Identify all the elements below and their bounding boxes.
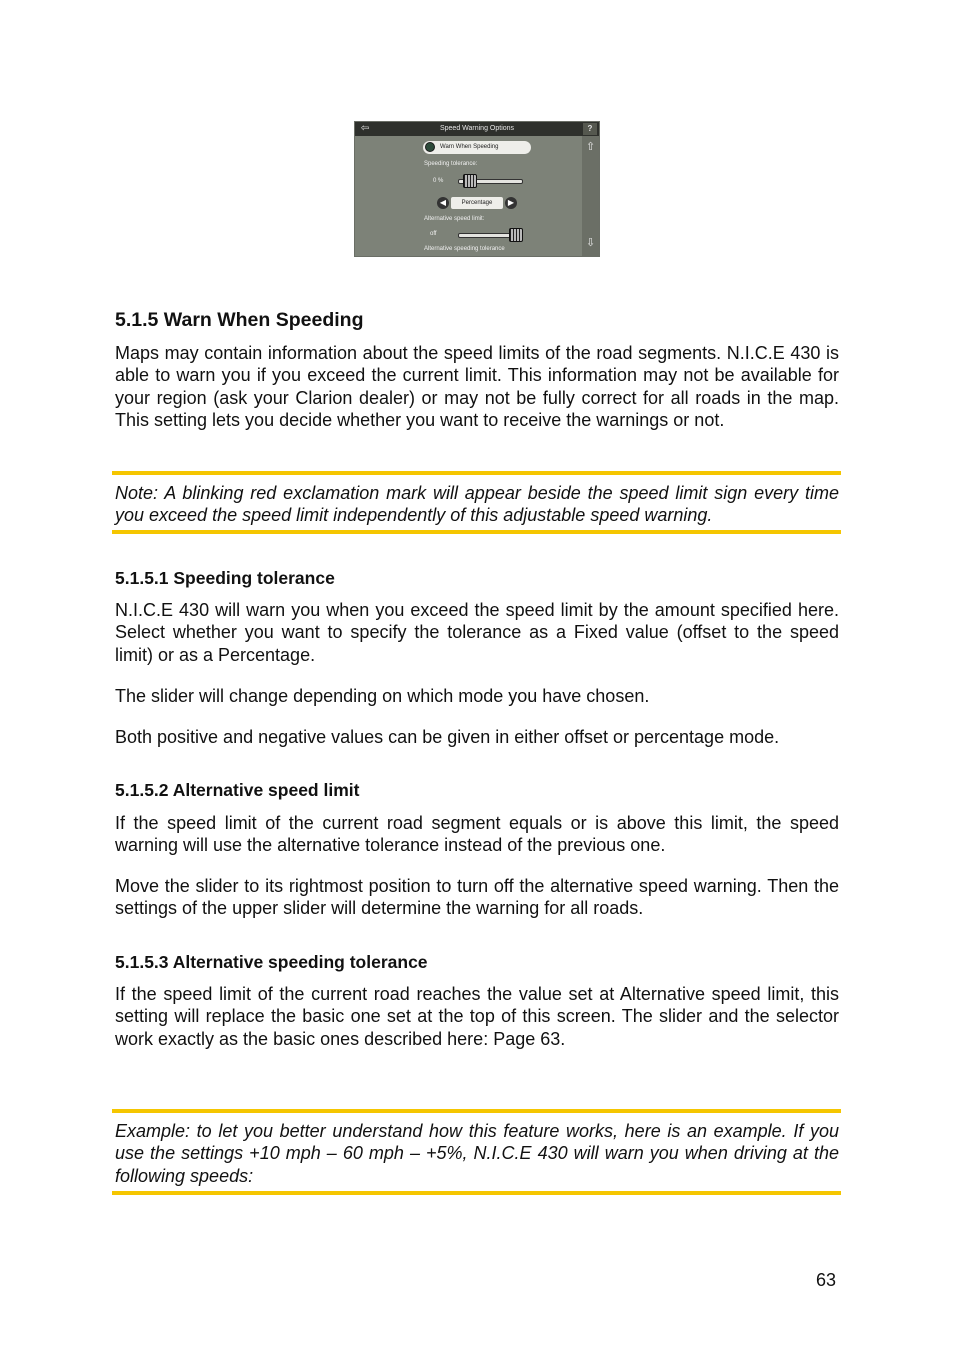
alt-speed-limit-label: Alternative speed limit: xyxy=(424,216,485,222)
toggle-indicator-icon xyxy=(425,142,435,152)
selector-left-arrow-icon[interactable]: ◀ xyxy=(437,197,449,209)
tolerance-value: 0 % xyxy=(433,178,444,184)
alt-speeding-tolerance-p1: If the speed limit of the current road reaches the value set at Alternative speed limit, this setting will replace the basic one set at the top of this screen. The slider and the selector work exactly as the basic ones described here: Page 63. xyxy=(115,984,839,1049)
warn-when-speeding-toggle[interactable] xyxy=(423,141,531,154)
note-top-rule xyxy=(112,471,841,475)
alt-speed-value: off xyxy=(430,231,437,237)
note-bottom-rule xyxy=(112,530,841,534)
back-arrow-icon[interactable]: ⇦ xyxy=(360,123,370,134)
example-bottom-rule xyxy=(112,1191,841,1195)
speeding-tolerance-heading: 5.1.5.1 Speeding tolerance xyxy=(115,568,335,588)
alt-speed-slider-knob[interactable] xyxy=(509,228,523,242)
tolerance-slider-knob[interactable] xyxy=(463,174,477,188)
help-button[interactable]: ? xyxy=(583,123,597,135)
section-intro: Maps may contain information about the speed limits of the road segments. N.I.C.E 430 is able to warn you if you exceed the current limit. This information may not be available for your region (ask your Clarion dealer) or may not be fully correct for all roads in the map. This setting lets you decide whether you want to receive the warnings or not. xyxy=(115,343,839,431)
alt-tolerance-label: Alternative speeding tolerance xyxy=(424,246,505,252)
page-number: 63 xyxy=(816,1270,837,1290)
speeding-tolerance-p2: The slider will change depending on which mode you have chosen. xyxy=(115,686,650,706)
alt-speed-limit-p1: If the speed limit of the current road segment equals or is above this limit, the speed warning will use the alternative tolerance instead of the previous one. xyxy=(115,813,839,856)
selector-right-arrow-icon[interactable]: ▶ xyxy=(505,197,517,209)
speeding-tolerance-p3: Both positive and negative values can be given in either offset or percentage mode. xyxy=(115,727,780,747)
section-heading: 5.1.5 Warn When Speeding xyxy=(115,309,364,331)
example-top-rule xyxy=(112,1109,841,1113)
scrollbar[interactable] xyxy=(582,136,599,257)
arrow-down-icon[interactable]: ⇩ xyxy=(585,237,596,249)
alt-speed-limit-heading: 5.1.5.2 Alternative speed limit xyxy=(115,780,360,800)
speeding-tolerance-p1: N.I.C.E 430 will warn you when you exceed the speed limit by the amount specified here. Select whether you want to specify the tolerance as a Fixed value (offset to the speed limit) or as a Percentage. xyxy=(115,600,839,665)
speed-warning-screenshot xyxy=(354,121,600,257)
toggle-label: Warn When Speeding xyxy=(440,144,499,150)
example-text: Example: to let you better understand how this feature works, here is an example. If you use the settings +10 mph – 60 mph – +5%, N.I.C.E 430 will warn you when driving at the following speeds: xyxy=(115,1121,839,1186)
speeding-tolerance-label: Speeding tolerance: xyxy=(424,161,478,167)
tolerance-mode-selector[interactable]: Percentage xyxy=(451,197,503,209)
screen-title: Speed Warning Options xyxy=(439,125,515,132)
alt-speed-limit-p2: Move the slider to its rightmost position to turn off the alternative speed warning. Then the settings of the upper slider will determine the warning for all roads. xyxy=(115,876,839,919)
arrow-up-icon[interactable]: ⇧ xyxy=(585,141,596,153)
note-text: Note: A blinking red exclamation mark will appear beside the speed limit sign every time you exceed the speed limit independently of this adjustable speed warning. xyxy=(115,483,839,526)
alt-speeding-tolerance-heading: 5.1.5.3 Alternative speeding tolerance xyxy=(115,952,428,972)
